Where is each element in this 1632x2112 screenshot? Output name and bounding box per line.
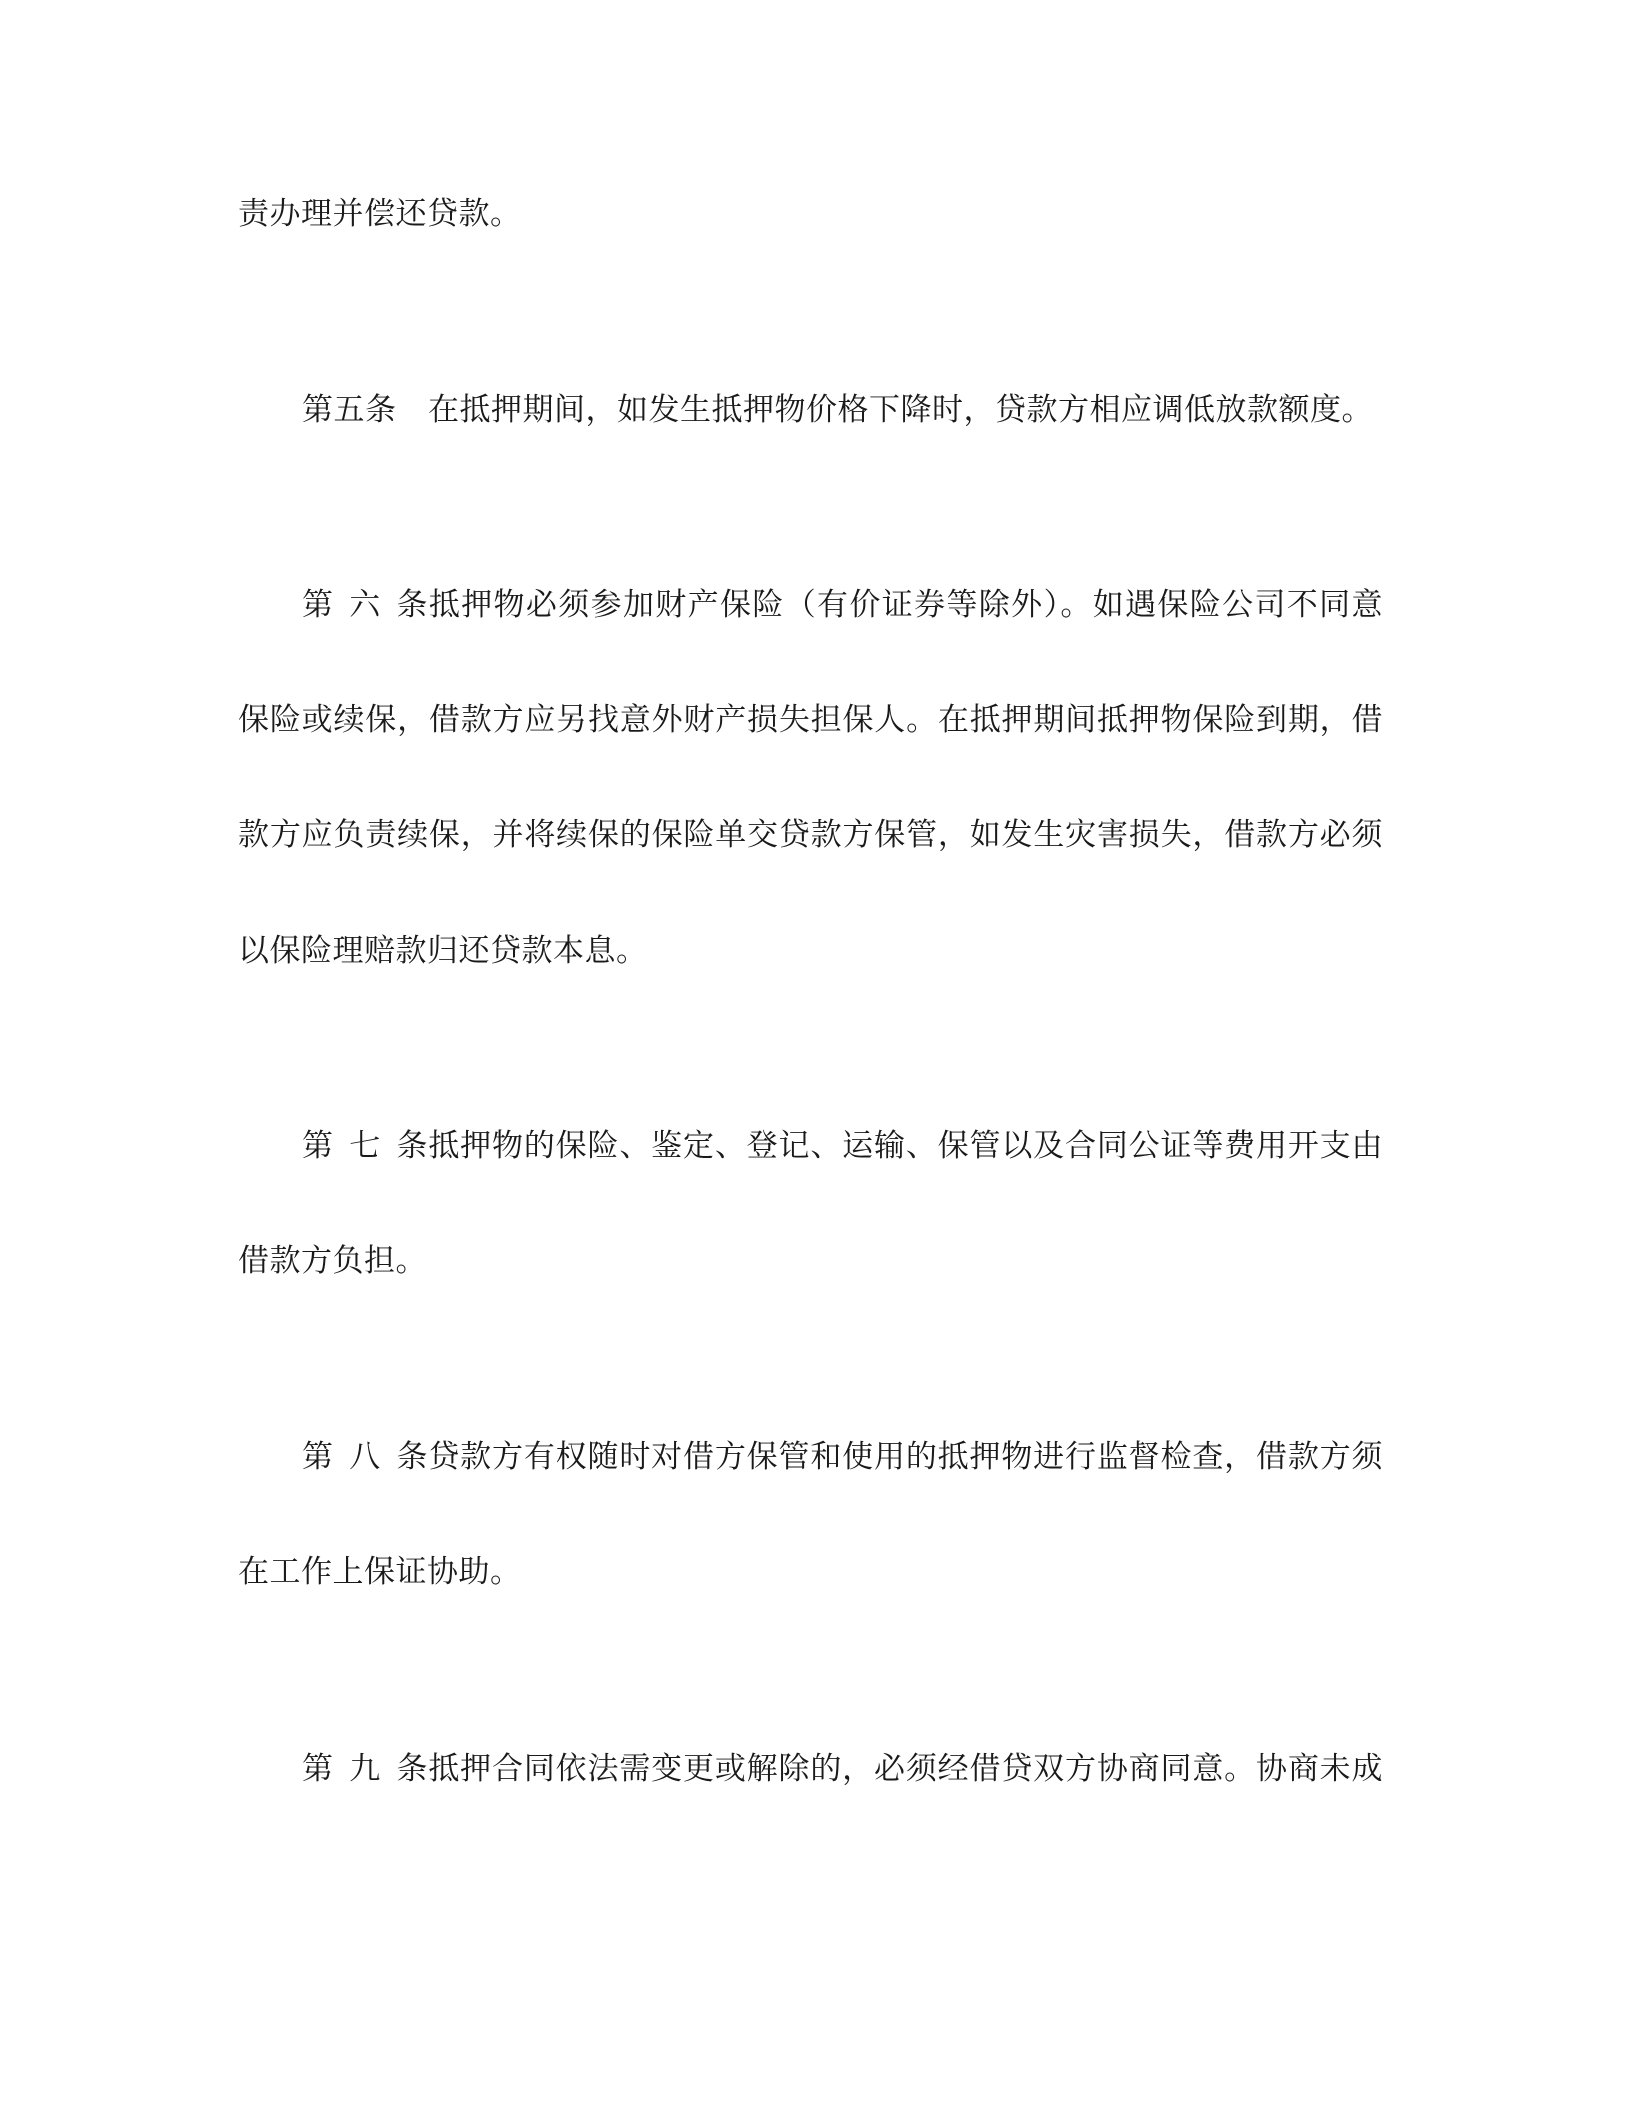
line-text: 抵押物必须参加财产保险（有价证券等除外）。如遇保险公司不同意 <box>428 587 1383 623</box>
article-number: 第八条 <box>302 1439 428 1475</box>
line-text: 保险或续保，借款方应另找意外财产损失担保人。在抵押期间抵押物保险到期，借 <box>238 702 1383 738</box>
paragraph-line <box>238 1241 1383 1281</box>
line-text: 以保险理赔款归还贷款本息。 <box>238 933 648 969</box>
article-number: 第七条 <box>302 1128 428 1164</box>
line-text: 款方应负责续保，并将续保的保险单交贷款方保管，如发生灾害损失，借款方必须 <box>238 817 1383 853</box>
line-text: 抵押物的保险、鉴定、登记、运输、保管以及合同公证等费用开支由 <box>428 1128 1383 1164</box>
article-6-heading-line <box>302 585 1383 625</box>
paragraph-line <box>238 931 1383 971</box>
line-text: 在抵押期间，如发生抵押物价格下降时，贷款方相应调低放款额度。 <box>428 392 1373 428</box>
paragraph-line <box>238 815 1383 855</box>
article-number: 第九条 <box>302 1751 428 1787</box>
line-text: 在工作上保证协助。 <box>238 1554 522 1590</box>
line-text: 抵押合同依法需变更或解除的，必须经借贷双方协商同意。协商未成 <box>428 1751 1383 1787</box>
paragraph-line <box>238 194 1383 234</box>
article-number: 第五条 <box>302 392 397 428</box>
article-9-heading-line <box>302 1749 1383 1789</box>
article-number: 第六条 <box>302 587 428 623</box>
article-7-heading-line <box>302 1126 1383 1166</box>
paragraph-line <box>238 1552 1383 1592</box>
line-text: 责办理并偿还贷款。 <box>238 196 522 232</box>
article-5-heading-line <box>302 390 1383 430</box>
line-text: 贷款方有权随时对借方保管和使用的抵押物进行监督检查，借款方须 <box>428 1439 1383 1475</box>
article-8-heading-line <box>302 1437 1383 1477</box>
line-text: 借款方负担。 <box>238 1243 427 1279</box>
paragraph-line <box>238 700 1383 740</box>
